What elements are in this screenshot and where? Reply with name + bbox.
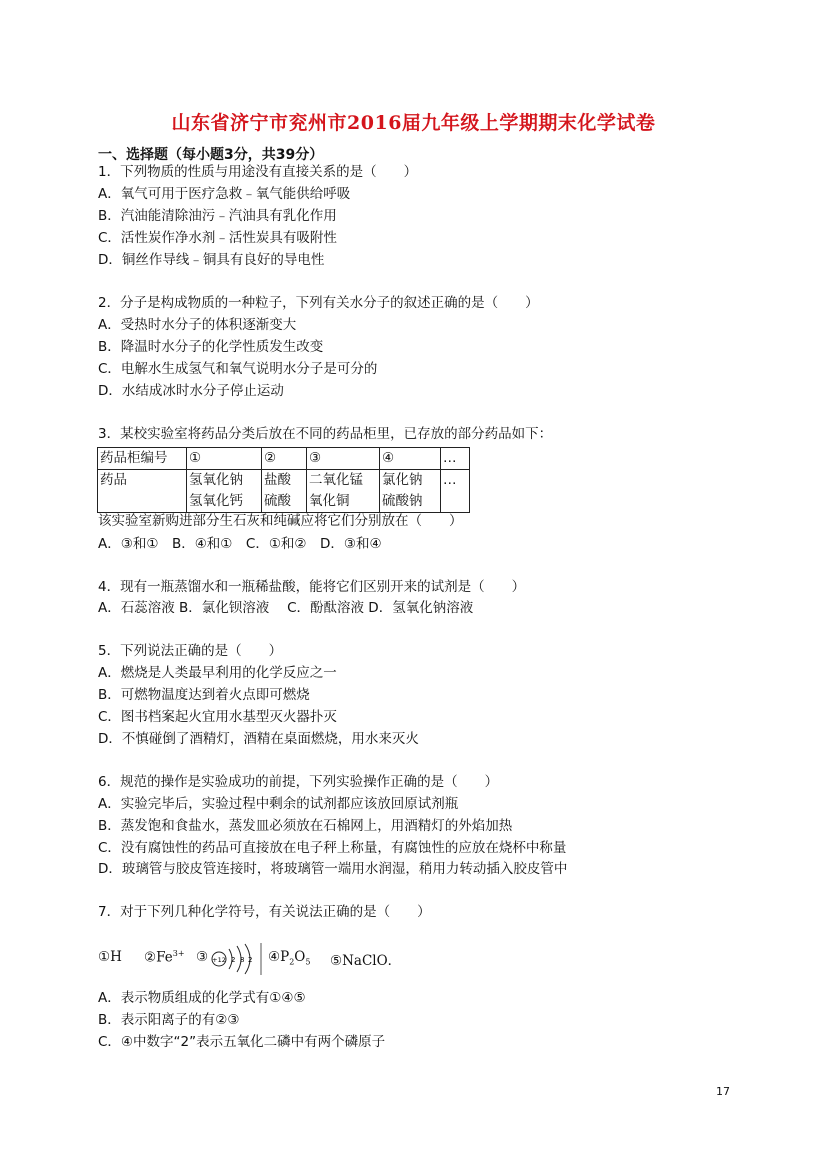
cell-line: 硫酸钠 (382, 493, 423, 509)
question-7-stem: 7．对于下列几种化学符号，有关说法正确的是（ ） (98, 904, 431, 920)
question-5-option-d: D．不慎碰倒了酒精灯，酒精在桌面燃烧，用水来灭火 (98, 731, 419, 747)
question-3-options: A．③和① B．④和① C．①和② D．③和④ (98, 536, 382, 552)
question-1-stem: 1．下列物质的性质与用途没有直接关系的是（ ） (98, 164, 418, 180)
medicine-cabinet-table (97, 447, 470, 513)
question-3-stem: 3．某校实验室将药品分类后放在不同的药品柜里，已存放的部分药品如下： (98, 426, 553, 442)
symbol-o-text: O (294, 949, 306, 965)
page-title: 山东省济宁市兖州市2016届九年级上学期期末化学试卷 (171, 112, 656, 134)
table-header-cell: ② (262, 448, 307, 470)
question-4-options: A．石蕊溶液 B．氯化钡溶液 C．酚酞溶液 D．氢氧化钠溶液 (98, 600, 474, 616)
question-1-option-c: C．活性炭作净水剂﹣活性炭具有吸附性 (98, 230, 337, 246)
cell-line: 氯化钠 (382, 472, 423, 488)
page-number: 17 (716, 1085, 730, 1098)
cell-line: … (443, 472, 457, 488)
section-heading: 一、选择题（每小题3分，共39分） (98, 147, 324, 163)
question-7-option-c: C．④中数字“2”表示五氧化二磷中有两个磷原子 (98, 1034, 386, 1050)
table-row (98, 448, 470, 470)
question-2-option-b: B．降温时水分子的化学性质发生改变 (98, 339, 324, 355)
shell-electrons-2: 8 (240, 956, 245, 964)
cell-line: 二氧化锰 (309, 472, 363, 488)
question-4-stem: 4．现有一瓶蒸馏水和一瓶稀盐酸，能将它们区别开来的试剂是（ ） (98, 579, 526, 595)
question-2-option-a: A．受热时水分子的体积逐渐变大 (98, 317, 297, 333)
table-cell (262, 470, 307, 513)
question-6-option-a: A．实验完毕后，实验过程中剩余的试剂都应该放回原试剂瓶 (98, 796, 459, 812)
question-5-option-a: A．燃烧是人类最早利用的化学反应之一 (98, 665, 337, 681)
table-header-cell: ① (187, 448, 262, 470)
table-cell (187, 470, 262, 513)
table-cell (441, 470, 470, 513)
table-row-label (98, 470, 187, 513)
question-6-stem: 6．规范的操作是实验成功的前提，下列实验操作正确的是（ ） (98, 774, 499, 790)
symbol-iron-charge: 3+ (172, 949, 185, 958)
cell-line: 盐酸 (264, 472, 291, 488)
question-1-option-a: A．氧气可用于医疗急救﹣氧气能供给呼吸 (98, 186, 351, 202)
symbol-p-text: ④P (268, 949, 290, 965)
symbol-iron-ion (144, 949, 185, 966)
chemical-symbols-row (98, 943, 518, 973)
question-5-stem: 5．下列说法正确的是（ ） (98, 643, 283, 659)
question-2-option-c: C．电解水生成氢气和氧气说明水分子是可分的 (98, 361, 378, 377)
question-2-option-d: D．水结成冰时水分子停止运动 (98, 383, 284, 399)
subscript-5: 5 (305, 957, 311, 967)
symbol-3-marker: ③ (196, 949, 209, 965)
question-6-option-d: D．玻璃管与胶皮管连接时，将玻璃管一端用水润湿，稍用力转动插入胶皮管中 (98, 861, 568, 877)
symbol-sodium-hypochlorite: ⑤NaClO． (330, 953, 402, 969)
table-cell (380, 470, 441, 513)
symbol-iron-text: ②Fe (144, 949, 173, 966)
cell-line: 氧化铜 (309, 493, 350, 509)
table-header-cell: ③ (307, 448, 380, 470)
question-6-option-b: B．蒸发饱和食盐水，蒸发皿必须放在石棉网上，用酒精灯的外焰加热 (98, 818, 513, 834)
table-header-cell: 药品柜编号 (98, 448, 187, 470)
question-3-followup: 该实验室新购进部分生石灰和纯碱应将它们分别放在（ ） (98, 513, 463, 529)
cell-line: 硫酸 (264, 493, 291, 509)
question-1-option-b: B．汽油能清除油污﹣汽油具有乳化作用 (98, 208, 337, 224)
symbol-phosphorus-pentoxide (268, 949, 310, 967)
table-header-cell: … (441, 448, 470, 470)
row-label-text: 药品 (100, 472, 127, 488)
symbol-hydrogen: ①H (98, 949, 122, 965)
question-5-option-c: C．图书档案起火宜用水基型灭火器扑灭 (98, 709, 337, 725)
question-6-option-c: C．没有腐蚀性的药品可直接放在电子秤上称量，有腐蚀性的应放在烧杯中称量 (98, 840, 567, 856)
table-row (98, 470, 470, 513)
shell-electrons-1: 2 (231, 956, 236, 964)
cell-line: 氢氧化钙 (189, 493, 243, 509)
question-1-option-d: D．铜丝作导线﹣铜具有良好的导电性 (98, 252, 325, 268)
shell-electrons-3: 2 (248, 956, 253, 964)
question-2-stem: 2．分子是构成物质的一种粒子，下列有关水分子的叙述正确的是（ ） (98, 295, 539, 311)
table-header-cell: ④ (380, 448, 441, 470)
cell-line: 氢氧化钠 (189, 472, 243, 488)
question-7-option-b: B．表示阳离子的有②③ (98, 1012, 240, 1028)
table-cell (307, 470, 380, 513)
question-7-option-a: A．表示物质组成的化学式有①④⑤ (98, 990, 306, 1006)
question-5-option-b: B．可燃物温度达到着火点即可燃烧 (98, 687, 310, 703)
nucleus-charge: +12 (212, 956, 226, 964)
subscript-2: 2 (289, 957, 295, 967)
